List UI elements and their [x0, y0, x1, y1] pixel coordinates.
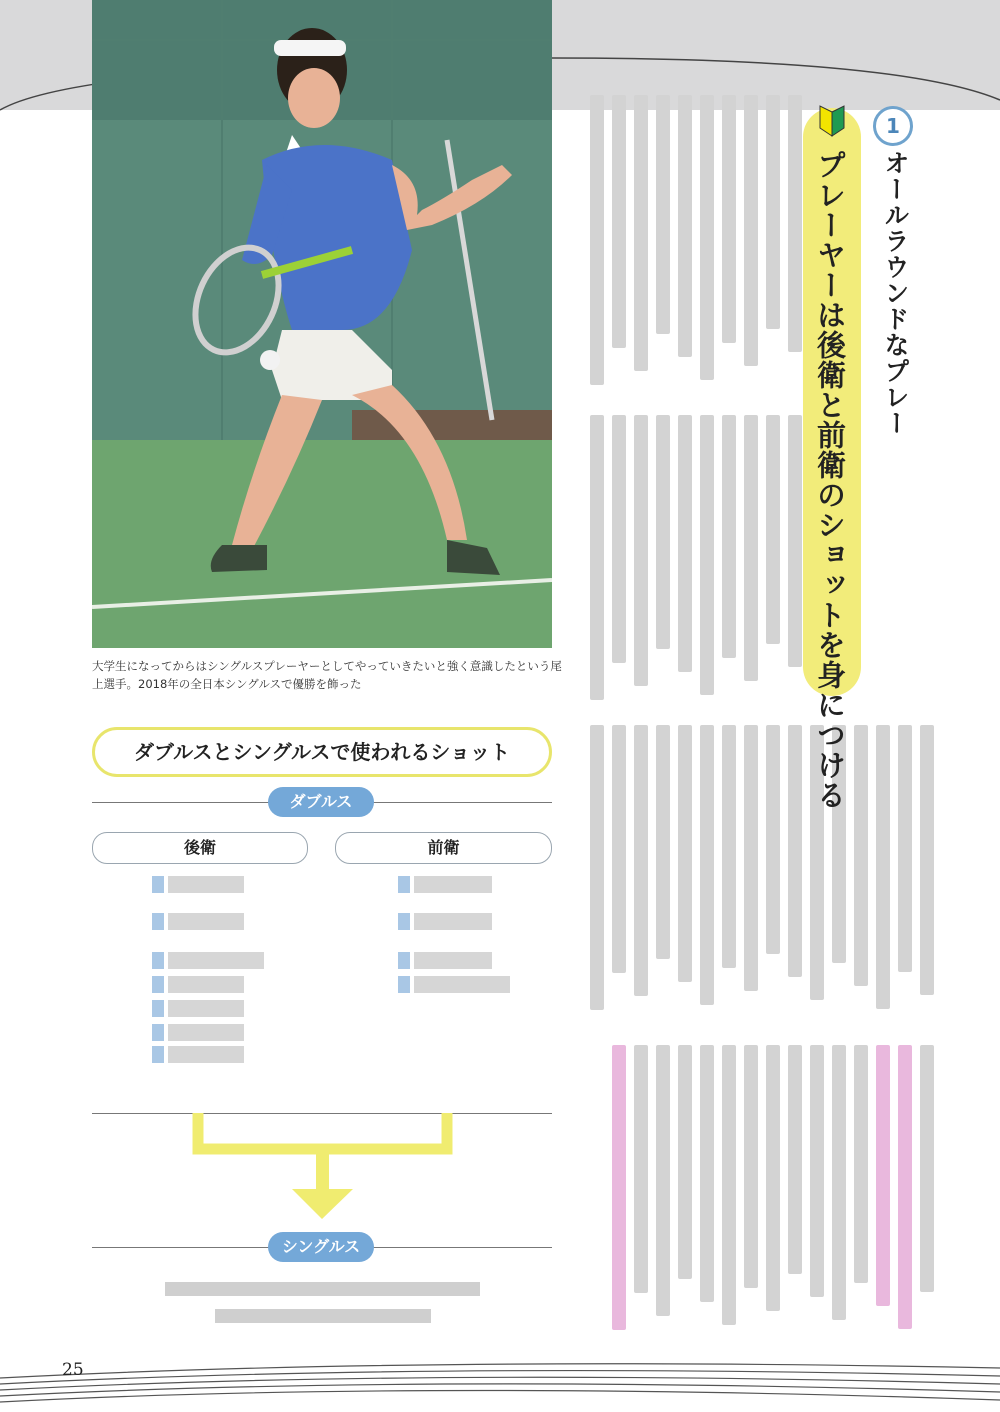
text-column — [766, 725, 780, 954]
back-player-label: 後衛 — [92, 832, 308, 864]
text-column — [656, 1045, 670, 1316]
text-column — [700, 725, 714, 1005]
text-column — [876, 725, 890, 1009]
text-column — [612, 415, 626, 663]
text-column — [590, 95, 604, 385]
text-column — [920, 1045, 934, 1292]
text-column — [656, 95, 670, 334]
text-column — [854, 725, 868, 986]
text-column — [766, 1045, 780, 1311]
text-column — [744, 95, 758, 366]
text-column — [678, 95, 692, 357]
text-column — [678, 1045, 692, 1279]
singles-note-line — [215, 1309, 431, 1323]
text-column — [920, 725, 934, 995]
list-item — [398, 952, 492, 969]
text-column — [898, 725, 912, 972]
diagram-title: ダブルスとシングルスで使われるショット — [92, 727, 552, 777]
text-column — [788, 1045, 802, 1274]
text-column — [634, 725, 648, 996]
list-item — [398, 913, 492, 930]
singles-label: シングルス — [268, 1232, 374, 1262]
text-column — [788, 95, 802, 352]
text-column — [700, 415, 714, 695]
text-column — [612, 1045, 626, 1330]
text-column — [634, 415, 648, 686]
text-column — [700, 1045, 714, 1302]
text-column — [854, 1045, 868, 1283]
list-item — [152, 952, 264, 969]
text-column — [722, 1045, 736, 1325]
tennis-player-photo — [92, 0, 552, 648]
text-column — [876, 1045, 890, 1306]
text-column — [722, 725, 736, 968]
list-item — [152, 876, 244, 893]
text-column — [612, 725, 626, 973]
text-column — [656, 725, 670, 959]
text-column — [590, 725, 604, 1010]
front-player-label: 前衛 — [335, 832, 552, 864]
text-column — [766, 415, 780, 644]
text-column — [634, 95, 648, 371]
text-column — [656, 415, 670, 649]
wakaba-mark-icon — [817, 104, 847, 138]
photo-caption: 大学生になってからはシングルスプレーヤーとしてやっていきたいと強く意識したという尾上選手。2018年の全日本シングルスで優勝を飾った — [92, 659, 562, 691]
main-title: プレーヤーは後衛と前衛のショットを身につける — [813, 150, 847, 810]
text-column — [810, 1045, 824, 1297]
list-item — [398, 976, 510, 993]
list-item — [152, 913, 244, 930]
section-kicker: オールラウンドなプレー — [881, 150, 910, 436]
text-column — [744, 415, 758, 681]
text-column — [744, 725, 758, 991]
singles-note-line — [165, 1282, 480, 1296]
list-item — [152, 1024, 244, 1041]
text-column — [722, 95, 736, 343]
page-number: 25 — [62, 1360, 84, 1380]
text-column — [678, 725, 692, 982]
text-column — [722, 415, 736, 658]
text-column — [700, 95, 714, 380]
text-column — [634, 1045, 648, 1293]
text-column — [766, 95, 780, 329]
list-item — [152, 976, 244, 993]
text-column — [832, 1045, 846, 1320]
list-item — [152, 1046, 244, 1063]
text-column — [788, 415, 802, 667]
list-item — [398, 876, 492, 893]
text-column — [788, 725, 802, 977]
section-number-badge: 1 — [873, 106, 913, 146]
list-item — [152, 1000, 244, 1017]
doubles-label: ダブルス — [268, 787, 374, 817]
text-column — [612, 95, 626, 348]
text-column — [678, 415, 692, 672]
text-column — [744, 1045, 758, 1288]
text-column — [590, 415, 604, 700]
text-column — [898, 1045, 912, 1329]
merge-arrow-icon — [180, 1113, 465, 1223]
